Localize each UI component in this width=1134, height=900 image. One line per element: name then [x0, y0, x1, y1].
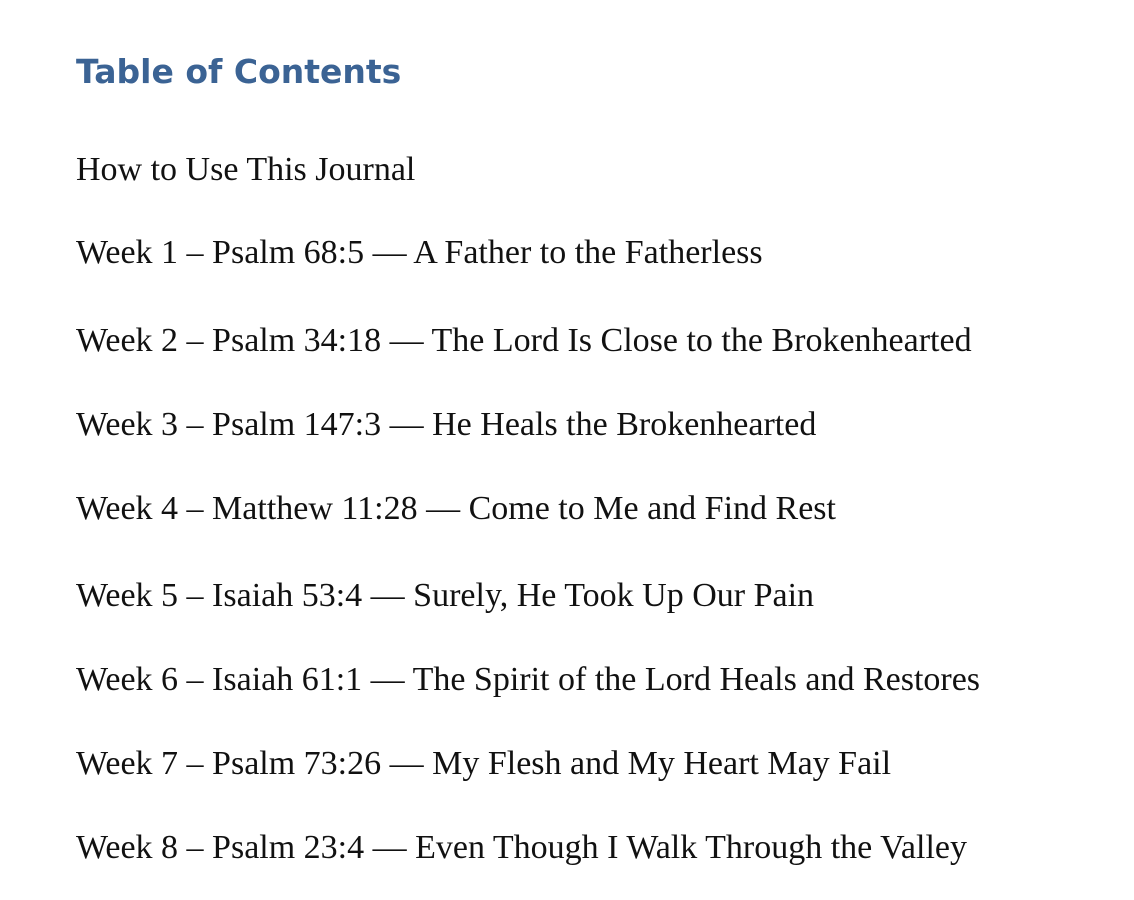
toc-entry-how-to-use: How to Use This Journal [76, 151, 416, 188]
toc-entry-week-2: Week 2 – Psalm 34:18 — The Lord Is Close to the Brokenhearted [76, 322, 972, 359]
toc-entry-week-4: Week 4 – Matthew 11:28 — Come to Me and Find Rest [76, 490, 836, 527]
toc-entry-week-1: Week 1 – Psalm 68:5 — A Father to the Fatherless [76, 234, 763, 271]
toc-entry-week-8: Week 8 – Psalm 23:4 — Even Though I Walk Through the Valley [76, 829, 968, 866]
toc-heading: Table of Contents [76, 52, 402, 91]
toc-entry-week-5: Week 5 – Isaiah 53:4 — Surely, He Took Up Our Pain [76, 577, 815, 614]
toc-entry-week-6: Week 6 – Isaiah 61:1 — The Spirit of the Lord Heals and Restores [76, 661, 981, 698]
toc-entry-week-3: Week 3 – Psalm 147:3 — He Heals the Brokenhearted [76, 406, 817, 443]
toc-entry-week-7: Week 7 – Psalm 73:26 — My Flesh and My Heart May Fail [76, 745, 892, 782]
